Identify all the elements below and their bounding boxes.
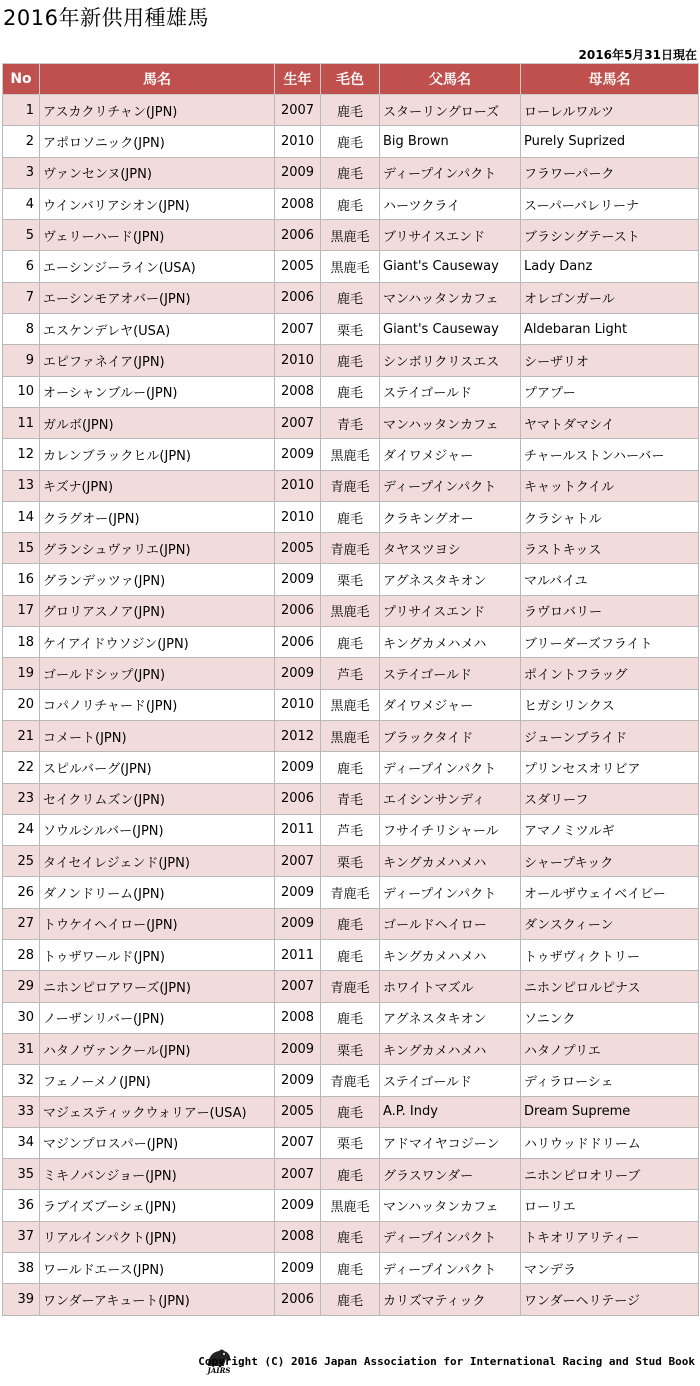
cell-no: 1 xyxy=(3,95,40,126)
cell-birth-year: 2009 xyxy=(275,877,321,908)
cell-birth-year: 2009 xyxy=(275,1065,321,1096)
cell-coat-color: 栗毛 xyxy=(321,1127,380,1158)
logo-text: JAIRS xyxy=(207,1366,231,1375)
cell-birth-year: 2010 xyxy=(275,501,321,532)
cell-horse-name: ミキノバンジョー(JPN) xyxy=(40,1159,275,1190)
table-row xyxy=(3,1190,699,1221)
cell-coat-color: 鹿毛 xyxy=(321,126,380,157)
cell-birth-year: 2005 xyxy=(275,251,321,282)
cell-birth-year: 2011 xyxy=(275,814,321,845)
cell-sire: キングカメハメハ xyxy=(380,1033,521,1064)
cell-birth-year: 2008 xyxy=(275,376,321,407)
table-row xyxy=(3,126,699,157)
cell-coat-color: 鹿毛 xyxy=(321,1096,380,1127)
cell-dam: クラシャトル xyxy=(521,501,699,532)
table-row xyxy=(3,908,699,939)
cell-no: 2 xyxy=(3,126,40,157)
cell-horse-name: ラブイズブーシェ(JPN) xyxy=(40,1190,275,1221)
cell-horse-name: グロリアスノア(JPN) xyxy=(40,595,275,626)
cell-horse-name: ハタノヴァンクール(JPN) xyxy=(40,1033,275,1064)
table-row xyxy=(3,1065,699,1096)
cell-birth-year: 2010 xyxy=(275,126,321,157)
cell-sire: アドマイヤコジーン xyxy=(380,1127,521,1158)
cell-no: 3 xyxy=(3,157,40,188)
cell-dam: アマノミツルギ xyxy=(521,814,699,845)
cell-sire: プリサイスエンド xyxy=(380,595,521,626)
table-header-row xyxy=(3,64,699,95)
cell-no: 39 xyxy=(3,1284,40,1315)
cell-horse-name: グランデッツァ(JPN) xyxy=(40,564,275,595)
cell-dam: ニホンピロオリーブ xyxy=(521,1159,699,1190)
table-row xyxy=(3,376,699,407)
table-row xyxy=(3,282,699,313)
cell-coat-color: 青鹿毛 xyxy=(321,971,380,1002)
table-row xyxy=(3,971,699,1002)
cell-dam: オレゴンガール xyxy=(521,282,699,313)
cell-dam: ハタノプリエ xyxy=(521,1033,699,1064)
table-row xyxy=(3,658,699,689)
table-row xyxy=(3,1033,699,1064)
page-title: 2016年新供用種雄馬 xyxy=(3,6,209,30)
cell-horse-name: ダノンドリーム(JPN) xyxy=(40,877,275,908)
table-row xyxy=(3,188,699,219)
cell-dam: ローレルワルツ xyxy=(521,95,699,126)
cell-horse-name: ケイアイドウソジン(JPN) xyxy=(40,627,275,658)
cell-horse-name: ゴールドシップ(JPN) xyxy=(40,658,275,689)
cell-birth-year: 2009 xyxy=(275,439,321,470)
cell-sire: キングカメハメハ xyxy=(380,846,521,877)
cell-dam: プアプー xyxy=(521,376,699,407)
cell-horse-name: タイセイレジェンド(JPN) xyxy=(40,846,275,877)
table-row xyxy=(3,720,699,751)
cell-coat-color: 鹿毛 xyxy=(321,627,380,658)
cell-birth-year: 2006 xyxy=(275,282,321,313)
table-row xyxy=(3,627,699,658)
cell-coat-color: 栗毛 xyxy=(321,846,380,877)
cell-coat-color: 鹿毛 xyxy=(321,1002,380,1033)
cell-horse-name: カレンブラックヒル(JPN) xyxy=(40,439,275,470)
as-of-date: 2016年5月31日現在 xyxy=(578,48,697,62)
cell-horse-name: トゥザワールド(JPN) xyxy=(40,940,275,971)
cell-dam: ポイントフラッグ xyxy=(521,658,699,689)
cell-no: 24 xyxy=(3,814,40,845)
cell-no: 34 xyxy=(3,1127,40,1158)
cell-horse-name: ワンダーアキュート(JPN) xyxy=(40,1284,275,1315)
cell-dam: マルバイユ xyxy=(521,564,699,595)
cell-no: 18 xyxy=(3,627,40,658)
cell-birth-year: 2009 xyxy=(275,908,321,939)
table-row xyxy=(3,1284,699,1315)
cell-no: 26 xyxy=(3,877,40,908)
cell-horse-name: コメート(JPN) xyxy=(40,720,275,751)
cell-no: 23 xyxy=(3,783,40,814)
cell-no: 20 xyxy=(3,689,40,720)
cell-no: 31 xyxy=(3,1033,40,1064)
table-row xyxy=(3,846,699,877)
cell-coat-color: 鹿毛 xyxy=(321,188,380,219)
col-header-horse-name: 馬名 xyxy=(40,64,275,95)
cell-horse-name: エーシンジーライン(USA) xyxy=(40,251,275,282)
cell-no: 19 xyxy=(3,658,40,689)
cell-coat-color: 芦毛 xyxy=(321,814,380,845)
cell-sire: ステイゴールド xyxy=(380,1065,521,1096)
table-row xyxy=(3,1221,699,1252)
cell-birth-year: 2009 xyxy=(275,564,321,595)
col-header-no: No xyxy=(3,64,40,95)
cell-dam: ジューンブライド xyxy=(521,720,699,751)
cell-birth-year: 2012 xyxy=(275,720,321,751)
table-row xyxy=(3,564,699,595)
table-row xyxy=(3,689,699,720)
table-row xyxy=(3,1096,699,1127)
table-row xyxy=(3,595,699,626)
cell-no: 36 xyxy=(3,1190,40,1221)
cell-dam: ヤマトダマシイ xyxy=(521,407,699,438)
cell-horse-name: マジンプロスパー(JPN) xyxy=(40,1127,275,1158)
cell-sire: タヤスツヨシ xyxy=(380,533,521,564)
cell-coat-color: 栗毛 xyxy=(321,314,380,345)
cell-no: 21 xyxy=(3,720,40,751)
cell-coat-color: 鹿毛 xyxy=(321,1252,380,1283)
table-row xyxy=(3,251,699,282)
cell-horse-name: ガルボ(JPN) xyxy=(40,407,275,438)
cell-no: 29 xyxy=(3,971,40,1002)
cell-no: 32 xyxy=(3,1065,40,1096)
cell-coat-color: 鹿毛 xyxy=(321,282,380,313)
cell-coat-color: 黒鹿毛 xyxy=(321,251,380,282)
cell-sire: アグネスタキオン xyxy=(380,1002,521,1033)
cell-dam: オールザウェイベイビー xyxy=(521,877,699,908)
cell-coat-color: 黒鹿毛 xyxy=(321,720,380,751)
cell-birth-year: 2007 xyxy=(275,971,321,1002)
cell-coat-color: 鹿毛 xyxy=(321,908,380,939)
cell-sire: ブラックタイド xyxy=(380,720,521,751)
cell-dam: シーザリオ xyxy=(521,345,699,376)
cell-coat-color: 鹿毛 xyxy=(321,157,380,188)
cell-birth-year: 2006 xyxy=(275,1284,321,1315)
cell-coat-color: 青毛 xyxy=(321,783,380,814)
cell-no: 10 xyxy=(3,376,40,407)
cell-sire: A.P. Indy xyxy=(380,1096,521,1127)
cell-sire: ディープインパクト xyxy=(380,470,521,501)
cell-sire: ハーツクライ xyxy=(380,188,521,219)
cell-birth-year: 2006 xyxy=(275,595,321,626)
cell-horse-name: アポロソニック(JPN) xyxy=(40,126,275,157)
cell-horse-name: ヴェリーハード(JPN) xyxy=(40,220,275,251)
cell-no: 8 xyxy=(3,314,40,345)
cell-dam: ヒガシリンクス xyxy=(521,689,699,720)
cell-no: 27 xyxy=(3,908,40,939)
cell-horse-name: クラグオー(JPN) xyxy=(40,501,275,532)
cell-dam: ラヴロバリー xyxy=(521,595,699,626)
cell-no: 33 xyxy=(3,1096,40,1127)
cell-birth-year: 2010 xyxy=(275,345,321,376)
cell-horse-name: キズナ(JPN) xyxy=(40,470,275,501)
cell-horse-name: ヴァンセンヌ(JPN) xyxy=(40,157,275,188)
cell-sire: キングカメハメハ xyxy=(380,627,521,658)
cell-sire: ゴールドヘイロー xyxy=(380,908,521,939)
cell-sire: ディープインパクト xyxy=(380,877,521,908)
cell-sire: ホワイトマズル xyxy=(380,971,521,1002)
cell-coat-color: 黒鹿毛 xyxy=(321,689,380,720)
cell-dam: ダンスクィーン xyxy=(521,908,699,939)
stallion-table xyxy=(2,63,699,1316)
cell-dam: チャールストンハーバー xyxy=(521,439,699,470)
table-row xyxy=(3,1159,699,1190)
cell-coat-color: 黒鹿毛 xyxy=(321,439,380,470)
cell-no: 30 xyxy=(3,1002,40,1033)
cell-sire: ステイゴールド xyxy=(380,658,521,689)
cell-sire: スターリングローズ xyxy=(380,95,521,126)
cell-coat-color: 鹿毛 xyxy=(321,1159,380,1190)
table-row xyxy=(3,439,699,470)
cell-birth-year: 2007 xyxy=(275,407,321,438)
cell-sire: ステイゴールド xyxy=(380,376,521,407)
cell-horse-name: ソウルシルバー(JPN) xyxy=(40,814,275,845)
cell-no: 37 xyxy=(3,1221,40,1252)
cell-no: 28 xyxy=(3,940,40,971)
cell-dam: トキオリアリティー xyxy=(521,1221,699,1252)
cell-horse-name: ノーザンリバー(JPN) xyxy=(40,1002,275,1033)
cell-birth-year: 2010 xyxy=(275,689,321,720)
cell-birth-year: 2006 xyxy=(275,627,321,658)
col-header-coat-color: 毛色 xyxy=(321,64,380,95)
table-body xyxy=(3,95,699,1316)
cell-horse-name: オーシャンブルー(JPN) xyxy=(40,376,275,407)
cell-horse-name: ワールドエース(JPN) xyxy=(40,1252,275,1283)
table-row xyxy=(3,345,699,376)
cell-coat-color: 鹿毛 xyxy=(321,1221,380,1252)
cell-dam: Aldebaran Light xyxy=(521,314,699,345)
footer xyxy=(0,1348,700,1378)
table-row xyxy=(3,470,699,501)
cell-coat-color: 青鹿毛 xyxy=(321,877,380,908)
cell-horse-name: マジェスティックウォリアー(USA) xyxy=(40,1096,275,1127)
cell-sire: グラスワンダー xyxy=(380,1159,521,1190)
cell-no: 16 xyxy=(3,564,40,595)
cell-dam: ディラローシェ xyxy=(521,1065,699,1096)
table-row xyxy=(3,533,699,564)
cell-dam: スーパーバレリーナ xyxy=(521,188,699,219)
cell-dam: マンデラ xyxy=(521,1252,699,1283)
cell-horse-name: ニホンピロアワーズ(JPN) xyxy=(40,971,275,1002)
cell-horse-name: リアルインパクト(JPN) xyxy=(40,1221,275,1252)
cell-coat-color: 青鹿毛 xyxy=(321,1065,380,1096)
cell-no: 15 xyxy=(3,533,40,564)
cell-dam: Lady Danz xyxy=(521,251,699,282)
col-header-sire: 父馬名 xyxy=(380,64,521,95)
cell-horse-name: エスケンデレヤ(USA) xyxy=(40,314,275,345)
cell-sire: マンハッタンカフェ xyxy=(380,1190,521,1221)
cell-dam: フラワーパーク xyxy=(521,157,699,188)
cell-birth-year: 2005 xyxy=(275,533,321,564)
cell-sire: カリズマティック xyxy=(380,1284,521,1315)
cell-coat-color: 芦毛 xyxy=(321,658,380,689)
cell-coat-color: 黒鹿毛 xyxy=(321,220,380,251)
cell-dam: ニホンピロルピナス xyxy=(521,971,699,1002)
cell-no: 25 xyxy=(3,846,40,877)
cell-dam: ローリエ xyxy=(521,1190,699,1221)
cell-birth-year: 2008 xyxy=(275,1221,321,1252)
cell-sire: ダイワメジャー xyxy=(380,689,521,720)
cell-sire: ブリサイスエンド xyxy=(380,220,521,251)
cell-birth-year: 2009 xyxy=(275,1252,321,1283)
cell-sire: マンハッタンカフェ xyxy=(380,282,521,313)
cell-coat-color: 栗毛 xyxy=(321,564,380,595)
cell-dam: プリンセスオリビア xyxy=(521,752,699,783)
cell-sire: キングカメハメハ xyxy=(380,940,521,971)
cell-dam: シャープキック xyxy=(521,846,699,877)
table-row xyxy=(3,501,699,532)
cell-coat-color: 鹿毛 xyxy=(321,1284,380,1315)
cell-no: 4 xyxy=(3,188,40,219)
cell-no: 11 xyxy=(3,407,40,438)
cell-sire: ディープインパクト xyxy=(380,1252,521,1283)
cell-birth-year: 2008 xyxy=(275,188,321,219)
table-row xyxy=(3,157,699,188)
cell-horse-name: ウインバリアシオン(JPN) xyxy=(40,188,275,219)
table-row xyxy=(3,1252,699,1283)
cell-birth-year: 2009 xyxy=(275,658,321,689)
cell-dam: ソニンク xyxy=(521,1002,699,1033)
table-row xyxy=(3,752,699,783)
cell-birth-year: 2009 xyxy=(275,157,321,188)
table-row xyxy=(3,877,699,908)
cell-coat-color: 黒鹿毛 xyxy=(321,595,380,626)
cell-dam: ワンダーヘリテージ xyxy=(521,1284,699,1315)
cell-dam: ブリーダーズフライト xyxy=(521,627,699,658)
table-row xyxy=(3,407,699,438)
cell-sire: ディープインパクト xyxy=(380,1221,521,1252)
copyright-text: Copyright (C) 2016 Japan Association for International Racing and Stud Book xyxy=(198,1355,695,1368)
cell-coat-color: 青鹿毛 xyxy=(321,470,380,501)
table-row xyxy=(3,940,699,971)
cell-horse-name: フェノーメノ(JPN) xyxy=(40,1065,275,1096)
cell-birth-year: 2007 xyxy=(275,95,321,126)
col-header-birth-year: 生年 xyxy=(275,64,321,95)
cell-horse-name: スピルバーグ(JPN) xyxy=(40,752,275,783)
cell-no: 12 xyxy=(3,439,40,470)
cell-horse-name: コパノリチャード(JPN) xyxy=(40,689,275,720)
table-row xyxy=(3,1002,699,1033)
cell-horse-name: トウケイヘイロー(JPN) xyxy=(40,908,275,939)
cell-no: 13 xyxy=(3,470,40,501)
cell-coat-color: 鹿毛 xyxy=(321,501,380,532)
cell-dam: ハリウッドドリーム xyxy=(521,1127,699,1158)
cell-birth-year: 2010 xyxy=(275,470,321,501)
cell-dam: トゥザヴィクトリー xyxy=(521,940,699,971)
cell-sire: Big Brown xyxy=(380,126,521,157)
table-row xyxy=(3,1127,699,1158)
cell-sire: エイシンサンディ xyxy=(380,783,521,814)
cell-no: 38 xyxy=(3,1252,40,1283)
cell-coat-color: 青鹿毛 xyxy=(321,533,380,564)
cell-coat-color: 鹿毛 xyxy=(321,345,380,376)
cell-sire: Giant's Causeway xyxy=(380,314,521,345)
cell-dam: ラストキッス xyxy=(521,533,699,564)
cell-sire: クラキングオー xyxy=(380,501,521,532)
cell-coat-color: 鹿毛 xyxy=(321,95,380,126)
col-header-dam: 母馬名 xyxy=(521,64,699,95)
cell-sire: Giant's Causeway xyxy=(380,251,521,282)
cell-no: 14 xyxy=(3,501,40,532)
cell-no: 7 xyxy=(3,282,40,313)
cell-dam: Purely Suprized xyxy=(521,126,699,157)
cell-birth-year: 2007 xyxy=(275,1159,321,1190)
cell-no: 35 xyxy=(3,1159,40,1190)
table-row xyxy=(3,314,699,345)
cell-coat-color: 栗毛 xyxy=(321,1033,380,1064)
cell-birth-year: 2008 xyxy=(275,1002,321,1033)
table-row xyxy=(3,783,699,814)
cell-birth-year: 2006 xyxy=(275,220,321,251)
cell-no: 5 xyxy=(3,220,40,251)
cell-sire: シンボリクリスエス xyxy=(380,345,521,376)
cell-coat-color: 黒鹿毛 xyxy=(321,1190,380,1221)
table-row xyxy=(3,814,699,845)
cell-birth-year: 2006 xyxy=(275,783,321,814)
cell-sire: ディープインパクト xyxy=(380,752,521,783)
cell-birth-year: 2007 xyxy=(275,1127,321,1158)
cell-birth-year: 2005 xyxy=(275,1096,321,1127)
cell-birth-year: 2009 xyxy=(275,752,321,783)
cell-dam: ブラシングテースト xyxy=(521,220,699,251)
cell-sire: ディープインパクト xyxy=(380,157,521,188)
cell-sire: ダイワメジャー xyxy=(380,439,521,470)
cell-birth-year: 2011 xyxy=(275,940,321,971)
cell-coat-color: 鹿毛 xyxy=(321,376,380,407)
cell-horse-name: エーシンモアオバー(JPN) xyxy=(40,282,275,313)
cell-no: 6 xyxy=(3,251,40,282)
cell-sire: アグネスタキオン xyxy=(380,564,521,595)
cell-birth-year: 2007 xyxy=(275,846,321,877)
cell-coat-color: 青毛 xyxy=(321,407,380,438)
cell-dam: キャットクイル xyxy=(521,470,699,501)
cell-sire: フサイチリシャール xyxy=(380,814,521,845)
cell-coat-color: 鹿毛 xyxy=(321,940,380,971)
cell-horse-name: グランシュヴァリエ(JPN) xyxy=(40,533,275,564)
cell-no: 9 xyxy=(3,345,40,376)
cell-birth-year: 2009 xyxy=(275,1033,321,1064)
cell-sire: マンハッタンカフェ xyxy=(380,407,521,438)
cell-birth-year: 2009 xyxy=(275,1190,321,1221)
table-row xyxy=(3,220,699,251)
cell-birth-year: 2007 xyxy=(275,314,321,345)
cell-coat-color: 鹿毛 xyxy=(321,752,380,783)
cell-horse-name: エピファネイア(JPN) xyxy=(40,345,275,376)
cell-horse-name: アスカクリチャン(JPN) xyxy=(40,95,275,126)
cell-dam: Dream Supreme xyxy=(521,1096,699,1127)
table-row xyxy=(3,95,699,126)
cell-horse-name: セイクリムズン(JPN) xyxy=(40,783,275,814)
cell-no: 17 xyxy=(3,595,40,626)
cell-no: 22 xyxy=(3,752,40,783)
cell-dam: スダリーフ xyxy=(521,783,699,814)
